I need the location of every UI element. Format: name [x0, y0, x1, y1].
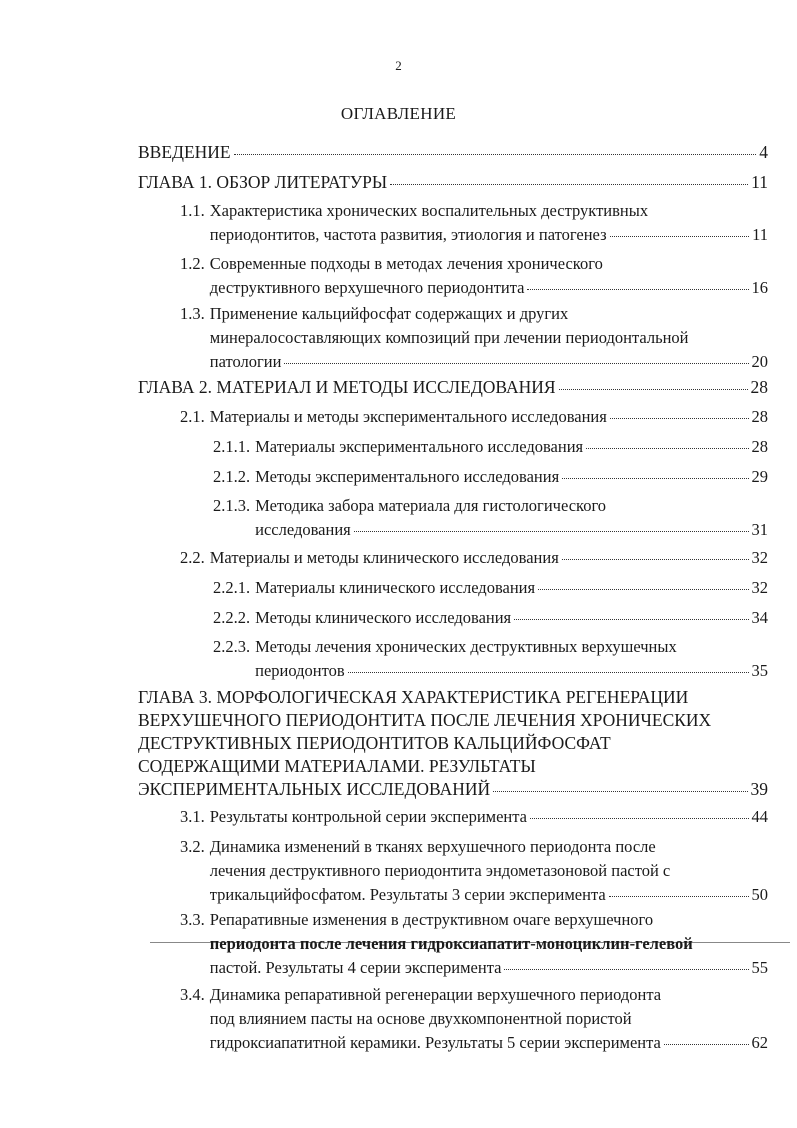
toc-entry-1-2[interactable]: 1.2. Современные подходы в методах лечения хронического деструктивного верхушечного периодонтита 16 [180, 254, 768, 297]
toc-entry-3-4[interactable]: 3.4. Динамика репаративной регенерации верхушечного периодонта под влиянием пасты на основе двухкомпонентной пористой гидроксиапатитной керамики. Результаты 5 серии эксперимента 62 [180, 985, 768, 1052]
toc-title: ОГЛАВЛЕНИЕ [340, 104, 457, 123]
toc-entry-3-2[interactable]: 3.2. Динамика изменений в тканях верхушечного периодонта после лечения деструктивного периодонтита эндометазоновой пастой с трикальцийфосфатом. Результаты 3 серии эксперимента 50 [180, 837, 768, 904]
toc-entry-1-1[interactable]: 1.1. Характеристика хронических воспалительных деструктивных периодонтитов, частота развития, этиология и патогенез 11 [180, 201, 768, 244]
toc-entry-2-1-1[interactable]: 2.1.1. Материалы экспериментального исследования 28 [213, 437, 768, 456]
toc-entry-2-1[interactable]: 2.1. Материалы и методы экспериментального исследования 28 [180, 407, 768, 426]
toc-entry-introduction[interactable]: ВВЕДЕНИЕ 4 [138, 142, 768, 162]
toc-entry-3-1[interactable]: 3.1. Результаты контрольной серии эксперимента 44 [180, 807, 768, 826]
toc-entry-3-3[interactable]: 3.3. Репаративные изменения в деструктивном очаге верхушечного периодонта после лечения гидроксиапатит-моноциклин-гелевой пастой. Результаты 4 серии эксперимента 55 [180, 910, 768, 977]
toc-entry-1-3[interactable]: 1.3. Применение кальцийфосфат содержащих и других минералосоставляющих композиций при лечении периодонтальной патологии 20 [180, 304, 768, 371]
toc-entry-2-1-3[interactable]: 2.1.3. Методика забора материала для гистологического исследования 31 [213, 496, 768, 539]
page-number: 2 [395, 58, 402, 73]
toc-entry-2-2[interactable]: 2.2. Материалы и методы клинического исследования 32 [180, 548, 768, 567]
toc-entry-2-2-3[interactable]: 2.2.3. Методы лечения хронических деструктивных верхушечных периодонтов 35 [213, 637, 768, 680]
toc-entry-2-2-1[interactable]: 2.2.1. Материалы клинического исследования 32 [213, 578, 768, 597]
toc-entry-chapter-3[interactable]: ГЛАВА 3. МОРФОЛОГИЧЕСКАЯ ХАРАКТЕРИСТИКА РЕГЕНЕРАЦИИ ВЕРХУШЕЧНОГО ПЕРИОДОНТИТА ПОСЛЕ ЛЕЧЕНИЯ ХРОНИЧЕСКИХ ДЕСТРУКТИВНЫХ ПЕРИОДОНТИТОВ КАЛЬЦИЙФОСФАТ СОДЕРЖАЩИМИ МАТЕРИАЛАМИ. РЕЗУЛЬТАТЫ ЭКСПЕРИМЕНТАЛЬНЫХ ИССЛЕДОВАНИЙ 39 [138, 687, 768, 799]
toc-entry-2-1-2[interactable]: 2.1.2. Методы экспериментального исследования 29 [213, 467, 768, 486]
toc-entry-chapter-2[interactable]: ГЛАВА 2. МАТЕРИАЛ И МЕТОДЫ ИССЛЕДОВАНИЯ 28 [138, 377, 768, 397]
toc-entry-2-2-2[interactable]: 2.2.2. Методы клинического исследования 34 [213, 608, 768, 627]
toc-entry-chapter-1[interactable]: ГЛАВА 1. ОБЗОР ЛИТЕРАТУРЫ 11 [138, 172, 768, 192]
